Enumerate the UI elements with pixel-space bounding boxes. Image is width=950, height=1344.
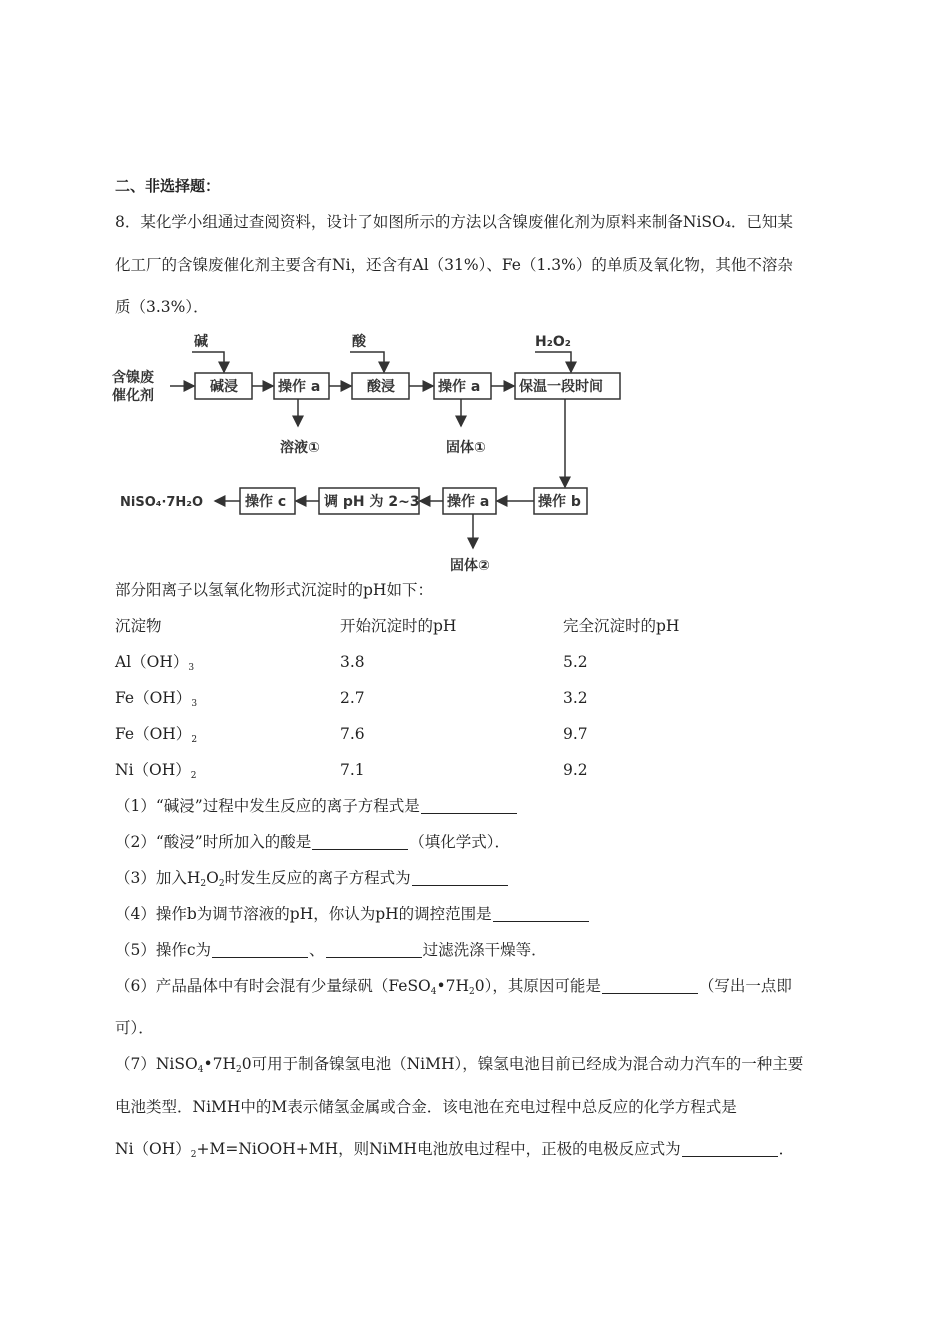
output-solution-1: 溶液①: [280, 440, 320, 456]
box-adjust-ph: 调 pH 为 2~3: [324, 494, 420, 510]
answer-blank[interactable]: [326, 942, 422, 958]
reagent-acid: 酸: [352, 334, 366, 350]
subquestion-1: （1）“碱浸”过程中发生反应的离子方程式是: [115, 796, 518, 816]
answer-blank[interactable]: [493, 906, 589, 922]
subquestion-7: $(7)NiSO_4•7H_20$可用于制备镍氢电池（NiMH），镍氢电池目前已经成为混合动力汽车的一种主要: [115, 1055, 804, 1075]
table-cell: 5.2: [563, 653, 588, 671]
process-flowchart: [112, 332, 632, 577]
reagent-h2o2: H₂O₂: [535, 334, 571, 350]
subquestion-5: （5）操作c为 、 过滤洗涤干燥等．: [115, 941, 547, 959]
table-row-name: $Al(OH)_3$: [115, 653, 195, 673]
answer-blank[interactable]: [421, 798, 517, 814]
box-alkali-leach: 碱浸: [210, 379, 238, 395]
subquestion-6: （6）产品晶体中有时会混有少量绿矾$(FeSO_4•7H_20)$，其原因可能是 （写出一点即: [115, 977, 792, 997]
product-label: NiSO₄·7H₂O: [120, 495, 204, 510]
question-line-2: 化工厂的含镍废催化剂主要含有Ni，还含有Al（31%）、Fe（1.3%）的单质及氧化物，其他不溶杂: [115, 256, 793, 274]
table-cell: 7.1: [340, 761, 365, 779]
table-row-name: $Fe(OH)_2$: [115, 725, 198, 745]
table-cell: 3.8: [340, 653, 365, 671]
subquestion-3: （3）加入$H_2O_2$时发生反应的离子方程式为: [115, 868, 509, 894]
start-label-2: 催化剂: [112, 388, 154, 404]
answer-blank[interactable]: [212, 942, 308, 958]
table-header-precipitate: 沉淀物: [115, 617, 162, 635]
section-title: 二、非选择题：: [115, 177, 221, 195]
table-cell: 3.2: [563, 689, 588, 707]
table-cell: 9.7: [563, 725, 588, 743]
subquestion-4: （4）操作b为调节溶液的pH，你认为pH的调控范围是: [115, 904, 590, 924]
box-op-c: 操作 c: [245, 494, 287, 510]
box-acid-leach: 酸浸: [367, 379, 395, 395]
box-keep-warm: 保温一段时间: [519, 379, 603, 395]
question-number: 8．: [115, 213, 141, 231]
table-header-end-ph: 完全沉淀时的pH: [563, 617, 680, 635]
box-op-a-2: 操作 a: [438, 379, 481, 395]
answer-blank[interactable]: [602, 978, 698, 994]
answer-blank[interactable]: [312, 834, 408, 850]
answer-blank[interactable]: [682, 1141, 778, 1157]
box-op-b: 操作 b: [538, 494, 581, 510]
table-row-name: $Ni(OH)_2$: [115, 761, 197, 781]
start-label-1: 含镍废: [112, 370, 154, 386]
table-cell: 7.6: [340, 725, 365, 743]
subquestion-7-line-3: $Ni(OH)_2+M=NiOOH+MH$，则NiMH电池放电过程中，正极的电极反应式为 ．: [115, 1140, 795, 1160]
output-solid-1: 固体①: [446, 440, 486, 456]
table-row-name: $Fe(OH)_3$: [115, 689, 198, 709]
answer-blank[interactable]: [412, 870, 508, 886]
subquestion-2: （2）“酸浸”时所加入的酸是 （填化学式）．: [115, 833, 510, 851]
reagent-alkali: 碱: [194, 334, 208, 350]
box-op-a-1: 操作 a: [278, 379, 321, 395]
subquestion-7-line-2: 电池类型．NiMH中的M表示储氢金属或合金．该电池在充电过程中总反应的化学方程式是: [115, 1098, 737, 1116]
box-op-a-3: 操作 a: [447, 494, 490, 510]
table-intro: 部分阳离子以氢氧化物形式沉淀时的pH如下：: [115, 581, 433, 599]
subquestion-6-cont: 可）．: [115, 1019, 154, 1037]
table-header-start-ph: 开始沉淀时的pH: [340, 617, 457, 635]
question-line-1: 8．某化学小组通过查阅资料，设计了如图所示的方法以含镍废催化剂为原料来制备NiSO₄．已知某: [115, 213, 793, 231]
question-line-3: 质（3.3%）．: [115, 298, 209, 316]
table-cell: 9.2: [563, 761, 588, 779]
table-cell: 2.7: [340, 689, 365, 707]
output-solid-2: 固体②: [450, 558, 490, 574]
